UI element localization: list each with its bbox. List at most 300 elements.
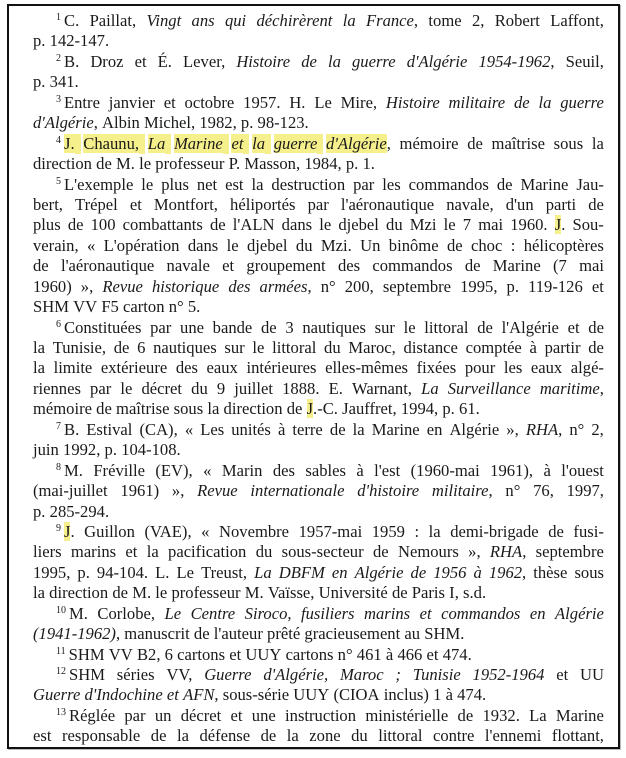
word <box>90 379 111 399</box>
text: Droz <box>90 51 124 71</box>
text: de <box>457 705 474 725</box>
word <box>207 399 219 419</box>
word <box>567 481 604 501</box>
text: cartons <box>285 644 334 664</box>
text: UUY <box>293 685 330 705</box>
text: Laffont, <box>550 11 604 30</box>
word <box>568 318 580 338</box>
word <box>409 175 489 195</box>
text: de <box>96 399 112 419</box>
word <box>86 420 132 440</box>
word <box>301 604 354 624</box>
word <box>33 542 62 562</box>
word <box>261 318 277 338</box>
word <box>504 358 522 378</box>
word <box>343 11 356 31</box>
word <box>246 358 316 378</box>
text: Robert <box>494 11 540 30</box>
text: , <box>558 419 563 439</box>
text: : <box>414 521 420 541</box>
word <box>289 93 305 113</box>
footnote-line <box>33 726 604 746</box>
italic-title: commandos <box>441 603 521 623</box>
italic-title: la <box>538 92 552 112</box>
footnote-number: 6 <box>56 318 61 330</box>
footnote-line <box>33 277 604 297</box>
text: carton <box>123 297 165 317</box>
footnote-number: 4 <box>56 134 61 146</box>
word <box>373 542 389 562</box>
word <box>210 215 226 235</box>
text: par <box>150 317 172 337</box>
italic-title: la <box>327 51 341 71</box>
italic-title: Guerre <box>204 665 252 684</box>
text: tome <box>428 11 462 30</box>
text: sur <box>224 338 245 357</box>
word <box>148 134 166 154</box>
text: 119-126 <box>528 276 583 296</box>
word <box>338 256 360 276</box>
word <box>468 542 480 562</box>
text: Montfort, <box>153 194 218 214</box>
word <box>271 175 345 195</box>
word <box>229 154 241 174</box>
text: par <box>90 378 112 398</box>
word <box>352 379 412 399</box>
text: et <box>163 92 176 112</box>
text: . <box>561 215 566 235</box>
word <box>165 604 182 624</box>
text: pacification <box>168 542 247 562</box>
text: F5 <box>101 297 119 317</box>
italic-title: (1941-1962) <box>33 624 116 644</box>
footnote-number: 11 <box>56 645 66 657</box>
text: les <box>382 174 401 194</box>
text: l'est <box>374 460 401 480</box>
word <box>33 440 59 460</box>
word <box>141 379 182 399</box>
word <box>372 256 452 276</box>
word <box>560 93 604 113</box>
text: 1995, <box>33 562 71 582</box>
footnote-1 <box>33 11 604 52</box>
footnote-line <box>33 440 604 460</box>
word <box>432 481 493 501</box>
italic-title: France <box>365 11 414 30</box>
text: cartons <box>177 644 226 664</box>
footnote-number: 1 <box>56 12 61 23</box>
text: contre <box>432 726 475 746</box>
word <box>444 215 456 235</box>
word <box>155 154 224 174</box>
text: fusi- <box>573 521 604 541</box>
word <box>471 236 502 256</box>
word <box>341 93 377 113</box>
text: net <box>196 174 218 194</box>
footnote-5 <box>33 175 604 318</box>
text: décret <box>180 705 222 725</box>
word <box>540 379 604 399</box>
footnote-line <box>33 52 604 72</box>
word <box>319 215 331 235</box>
text: et <box>229 644 242 664</box>
italic-title: d'Algérie <box>406 51 468 71</box>
text: le <box>139 154 152 174</box>
word <box>485 726 541 746</box>
text: 1961) <box>120 481 160 501</box>
text: , <box>550 51 555 71</box>
footnote-number: 12 <box>56 666 66 677</box>
word <box>250 481 344 501</box>
text: M. <box>116 154 135 174</box>
italic-title: Revue <box>197 481 238 501</box>
word <box>274 134 318 154</box>
word <box>357 481 419 501</box>
footnote-line <box>33 318 604 338</box>
text: riennes <box>33 378 81 398</box>
text: Mire, <box>340 92 378 112</box>
word <box>234 379 273 399</box>
word <box>152 277 219 297</box>
word <box>506 195 534 215</box>
word <box>282 379 319 399</box>
text: « <box>86 235 96 255</box>
word <box>50 31 109 51</box>
word <box>139 420 177 440</box>
italic-title: des <box>228 276 251 296</box>
italic-title: Algérie <box>555 603 604 623</box>
text: de <box>467 133 483 153</box>
word <box>556 706 604 726</box>
text: 98-123. <box>257 113 309 133</box>
text: elles-mêmes <box>325 358 409 378</box>
word <box>332 563 348 583</box>
text: p. <box>506 276 519 296</box>
text: maîtrise <box>491 133 545 153</box>
word <box>214 624 263 644</box>
text: .-C. <box>313 399 338 419</box>
footnotes-block <box>33 11 604 747</box>
text: janvier <box>108 92 155 112</box>
word <box>536 542 604 562</box>
word <box>56 522 75 542</box>
word <box>144 113 195 133</box>
footnote-line <box>33 358 604 378</box>
text: Marine <box>371 419 420 439</box>
text: Michel, <box>144 113 196 133</box>
highlighted-text: J <box>306 399 314 419</box>
word <box>588 318 604 338</box>
word <box>73 297 97 317</box>
text: : <box>510 235 516 255</box>
text: Le <box>176 562 195 582</box>
word <box>33 338 45 358</box>
footnote-line <box>33 113 604 133</box>
text: UU <box>580 665 604 684</box>
word <box>293 685 329 705</box>
word <box>33 379 81 399</box>
italic-title: d'Algérie <box>33 113 94 133</box>
footnote-line <box>33 297 604 317</box>
word <box>199 726 250 746</box>
word <box>199 113 236 133</box>
word <box>124 706 145 726</box>
text: (7 <box>552 256 567 276</box>
footnote-line <box>33 72 604 92</box>
highlighted-text: d'Algérie <box>326 133 387 153</box>
word <box>341 195 434 215</box>
word <box>161 175 189 195</box>
word <box>50 72 79 92</box>
footnote-line <box>33 542 604 562</box>
word <box>83 134 139 154</box>
word <box>155 706 172 726</box>
word <box>121 440 180 460</box>
word <box>120 379 132 399</box>
word <box>321 236 352 256</box>
word <box>71 542 116 562</box>
text: VV, <box>166 665 193 684</box>
text: Entre <box>64 92 100 112</box>
text: p. <box>77 562 90 582</box>
word <box>514 93 530 113</box>
text: l'ALN <box>232 215 275 235</box>
text: de <box>464 256 481 276</box>
word <box>279 563 325 583</box>
text: à <box>543 460 551 480</box>
word <box>548 522 564 542</box>
word <box>223 685 289 705</box>
text: liers <box>33 542 62 562</box>
word <box>245 583 264 603</box>
word <box>102 113 140 133</box>
word <box>75 195 118 215</box>
footnote-line <box>33 706 604 726</box>
text: bert, <box>33 194 63 214</box>
text: , <box>214 685 219 705</box>
word <box>404 318 416 338</box>
text: du <box>191 378 208 398</box>
text: à <box>385 644 394 664</box>
footnote-line <box>33 461 604 481</box>
text: de <box>96 154 112 174</box>
word <box>546 195 576 215</box>
italic-title: AFN <box>183 685 215 705</box>
word <box>147 542 159 562</box>
text: du <box>351 726 368 746</box>
word <box>326 134 391 154</box>
text: M. <box>132 583 152 603</box>
word <box>225 11 246 31</box>
italic-title: Revue <box>102 276 143 296</box>
word <box>230 195 295 215</box>
text: des <box>337 256 361 276</box>
word <box>176 358 198 378</box>
word <box>197 175 217 195</box>
text: une <box>180 317 204 337</box>
text: Jau- <box>576 174 604 194</box>
highlighted-text: Chaunu, <box>83 133 140 153</box>
word <box>308 195 329 215</box>
word <box>130 195 142 215</box>
word <box>414 522 419 542</box>
text: 341. <box>49 72 79 92</box>
word <box>132 583 151 603</box>
word <box>56 93 100 113</box>
footnote-line <box>33 563 604 583</box>
italic-title: qui <box>224 11 247 30</box>
word <box>573 522 603 542</box>
word <box>56 11 79 31</box>
footnote-12 <box>33 665 604 706</box>
text: UUY <box>245 644 282 664</box>
word <box>287 726 299 746</box>
text: sous-série <box>222 685 290 705</box>
word <box>185 420 193 440</box>
italic-title: Histoire <box>385 92 440 112</box>
text: L. <box>155 562 170 582</box>
text: 76, <box>533 481 554 501</box>
word <box>449 420 499 440</box>
word <box>244 154 300 174</box>
word <box>465 358 495 378</box>
text: de <box>446 235 463 255</box>
text: « <box>203 460 212 480</box>
word <box>576 175 604 195</box>
word <box>529 706 547 726</box>
text: professeur <box>155 154 225 174</box>
text: et <box>134 51 147 71</box>
text: le <box>141 174 154 194</box>
text: Mzi. <box>320 235 352 255</box>
text: flottant, <box>551 726 604 746</box>
text: , <box>307 276 312 296</box>
text: (VAE), <box>144 521 192 541</box>
word <box>404 624 420 644</box>
text: 7 <box>462 215 472 235</box>
text: responsable <box>61 726 141 746</box>
text: P. <box>228 154 241 174</box>
word <box>299 522 363 542</box>
word <box>357 645 382 665</box>
text: Paris <box>411 583 445 603</box>
text: B. <box>64 51 80 71</box>
text: Novembre <box>219 521 290 541</box>
text: à <box>277 419 286 439</box>
text: de <box>150 726 167 746</box>
word <box>261 726 277 746</box>
text: octobre <box>184 92 235 112</box>
text: Nemours <box>397 542 459 562</box>
text: de <box>496 174 513 194</box>
word <box>552 726 604 746</box>
word <box>56 706 115 726</box>
highlighted-text: La <box>147 133 166 153</box>
word <box>524 236 604 256</box>
word <box>33 583 45 603</box>
italic-title: en <box>331 562 348 582</box>
text: de <box>588 338 604 357</box>
text: maîtrise <box>116 399 170 419</box>
word <box>188 236 218 256</box>
word <box>56 175 133 195</box>
text: de <box>588 194 604 214</box>
word <box>386 645 393 665</box>
text: p. <box>442 399 455 419</box>
word <box>183 685 219 705</box>
text: la <box>251 174 264 194</box>
word <box>531 358 562 378</box>
word <box>356 461 363 481</box>
text: E. <box>328 378 343 398</box>
text: la <box>33 338 45 357</box>
word <box>201 522 209 542</box>
text: littoral <box>424 317 469 337</box>
word <box>33 624 120 644</box>
text: eaux <box>206 358 238 378</box>
word <box>62 726 140 746</box>
word <box>168 542 246 562</box>
text: direction <box>49 583 109 603</box>
text: en <box>426 419 443 439</box>
word <box>93 461 145 481</box>
text: sous <box>574 562 604 582</box>
word <box>84 522 135 542</box>
footnote-line <box>33 522 604 542</box>
text: le <box>252 338 265 357</box>
word <box>400 134 459 154</box>
word <box>441 604 520 624</box>
text: de <box>260 317 277 337</box>
word <box>314 93 332 113</box>
word <box>104 236 180 256</box>
word <box>395 665 401 685</box>
footnote-line <box>33 154 604 174</box>
word <box>346 154 358 174</box>
text: à <box>356 460 364 480</box>
word <box>411 461 480 481</box>
word <box>553 256 567 276</box>
footnote-11 <box>33 645 604 665</box>
word <box>247 236 288 256</box>
italic-title: de <box>410 562 427 582</box>
word <box>386 215 403 235</box>
italic-title: ans <box>191 11 215 30</box>
text: le <box>403 317 416 337</box>
text: 94-104. <box>96 562 149 582</box>
text: limite <box>53 358 93 378</box>
word <box>545 338 581 358</box>
text: n° <box>569 419 585 439</box>
text: des <box>272 460 295 480</box>
word <box>424 318 468 338</box>
italic-title: à <box>473 562 482 582</box>
text: nautiques <box>302 317 366 337</box>
text: mémoire <box>33 399 92 419</box>
italic-title: de <box>301 51 317 71</box>
word <box>412 583 445 603</box>
word <box>592 134 604 154</box>
text: Tunisie, <box>52 338 107 357</box>
word <box>417 358 457 378</box>
footnote-line <box>33 665 604 685</box>
word <box>56 318 141 338</box>
word <box>33 215 61 235</box>
word <box>520 175 568 195</box>
word <box>164 93 176 113</box>
text: », <box>171 481 185 501</box>
text: la <box>286 726 299 746</box>
